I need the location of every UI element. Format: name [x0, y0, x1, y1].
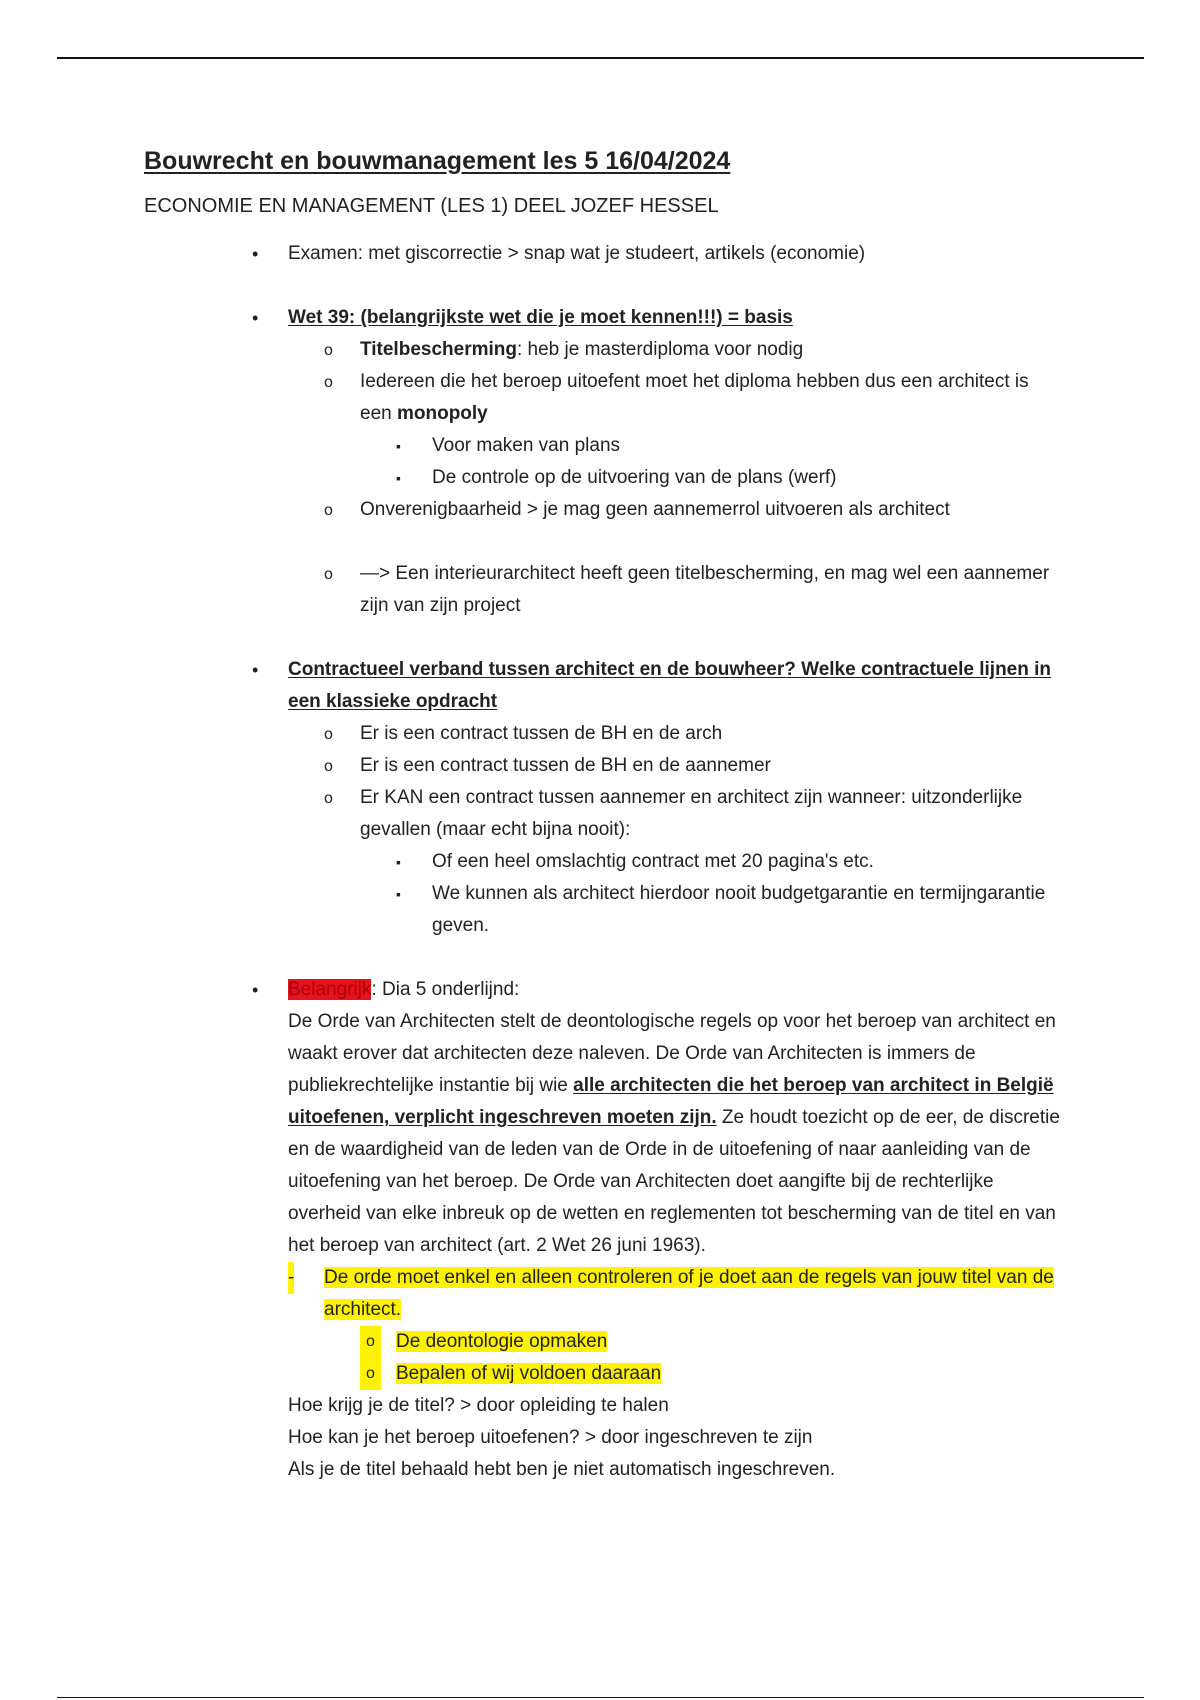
exam-text: Examen: met giscorrectie > snap wat je studeert, artikels (economie) [288, 243, 866, 264]
header-rule [57, 57, 1144, 59]
wet39-item-1 [144, 334, 1064, 366]
circle-marker: o [324, 726, 333, 743]
wet39-item-4-text: —> Een interieurarchitect heeft geen titelbescherming, en mag wel een aannemer zijn van zijn project [360, 563, 1050, 616]
orde-paragraph-end: Ze houdt toezicht op de eer, de discretie en de waardigheid van de leden van de Orde in de uitoefening of naar aanleiding van de uitoefening van het beroep. De Orde van Architecten doet aangifte bij de rechterlijke overheid van elke inbreuk op de wetten en reglementen tot bescherming van de titel en van het beroep van architect (art. 2 Wet 26 juni 1963). [288, 1107, 1060, 1256]
square-marker: ▪ [396, 470, 401, 486]
contract-item-2 [144, 750, 1064, 782]
circle-marker: o [324, 342, 333, 359]
wet39-sub-1-text: Voor maken van plans [432, 435, 621, 456]
circle-marker: o [324, 758, 333, 775]
wet39-item-3-text: Onverenigbaarheid > je mag geen aannemerrol uitvoeren als architect [360, 499, 950, 520]
bullet-belangrijk [144, 974, 1064, 1006]
wet39-item-3 [144, 494, 1064, 526]
orde-sub-1 [144, 1326, 1064, 1358]
bullet-contract [144, 654, 1064, 718]
orde-paragraph-start: De Orde van Architecten stelt de deontologische regels op voor het beroep van architect en waakt erover dat architecten deze naleven. De Orde van Architecten is immers de publiekrechtelijke instantie bij wie [288, 1011, 1056, 1096]
square-marker: ▪ [396, 886, 401, 902]
circle-marker: o [324, 566, 333, 583]
contract-item-3 [144, 782, 1064, 846]
contract-item-1-text: Er is een contract tussen de BH en de arch [360, 723, 723, 744]
wet39-sub-2-text: De controle op de uitvoering van de plans (werf) [432, 467, 837, 488]
circle-marker: o [360, 1358, 381, 1390]
footer-rule [57, 1697, 1144, 1698]
titel-line: Hoe krijg je de titel? > door opleiding te halen [288, 1395, 669, 1416]
bullet-exam [144, 238, 1064, 270]
bullet-marker: • [252, 308, 259, 328]
orde-paragraph [144, 1006, 1064, 1262]
wet39-item-2-text: Iedereen die het beroep uitoefent moet het diploma hebben dus een architect is een [360, 371, 1029, 424]
orde-sub-2-text: Bepalen of wij voldoen daaraan [396, 1363, 662, 1384]
beroep-line: Hoe kan je het beroep uitoefenen? > door ingeschreven te zijn [288, 1427, 813, 1448]
orde-paragraph-emphasis: alle architecten die het beroep van architect in België uitoefenen, verplicht ingeschreven moeten zijn. [288, 1075, 1054, 1128]
bullet-marker: • [252, 980, 259, 1000]
monopoly-term: monopoly [396, 403, 488, 424]
circle-marker: o [324, 374, 333, 391]
belangrijk-label: Belangrijk [288, 979, 372, 1000]
section-heading: ECONOMIE EN MANAGEMENT (LES 1) DEEL JOZEF HESSEL [144, 195, 719, 217]
titelbescherming-term: Titelbescherming [360, 339, 517, 360]
document-body [144, 144, 1064, 1486]
orde-dash-item [144, 1262, 1064, 1326]
contract-item-2-text: Er is een contract tussen de BH en de aannemer [360, 755, 771, 776]
circle-marker: o [324, 502, 333, 519]
wet39-item-4 [144, 558, 1064, 622]
orde-dash-text: De orde moet enkel en alleen controleren of je doet aan de regels van jouw titel van de architect. [324, 1267, 1054, 1320]
wet39-sub-1 [144, 430, 1064, 462]
contract-item-3-text: Er KAN een contract tussen aannemer en architect zijn wanneer: uitzonderlijke gevallen (maar echt bijna nooit): [360, 787, 1023, 840]
contract-sub-1-text: Of een heel omslachtig contract met 20 pagina's etc. [432, 851, 874, 872]
bullet-marker: • [252, 660, 259, 680]
wet39-item-1-text: : heb je masterdiploma voor nodig [516, 339, 804, 360]
contract-sub-2-text: We kunnen als architect hierdoor nooit budgetgarantie en termijngarantie geven. [432, 883, 1046, 936]
ingeschreven-line: Als je de titel behaald hebt ben je niet automatisch ingeschreven. [288, 1459, 836, 1480]
dash-marker: - [288, 1262, 294, 1294]
contract-sub-1 [144, 846, 1064, 878]
square-marker: ▪ [396, 854, 401, 870]
contract-item-1 [144, 718, 1064, 750]
contract-sub-2 [144, 878, 1064, 942]
orde-sub-1-text: De deontologie opmaken [396, 1331, 608, 1352]
circle-marker: o [324, 790, 333, 807]
wet39-heading: Wet 39: (belangrijkste wet die je moet kennen!!!) = basis [288, 307, 793, 328]
page-title: Bouwrecht en bouwmanagement les 5 16/04/2024 [144, 147, 731, 175]
contract-heading: Contractueel verband tussen architect en de bouwheer? Welke contractuele lijnen in een klassieke opdracht [288, 659, 1052, 712]
bullet-wet39 [144, 302, 1064, 334]
wet39-sub-2 [144, 462, 1064, 494]
bullet-marker: • [252, 244, 259, 264]
wet39-item-2 [144, 366, 1064, 430]
belangrijk-label-rest: : Dia 5 onderlijnd: [371, 979, 520, 1000]
circle-marker: o [360, 1326, 381, 1358]
orde-sub-2 [144, 1358, 1064, 1390]
square-marker: ▪ [396, 438, 401, 454]
